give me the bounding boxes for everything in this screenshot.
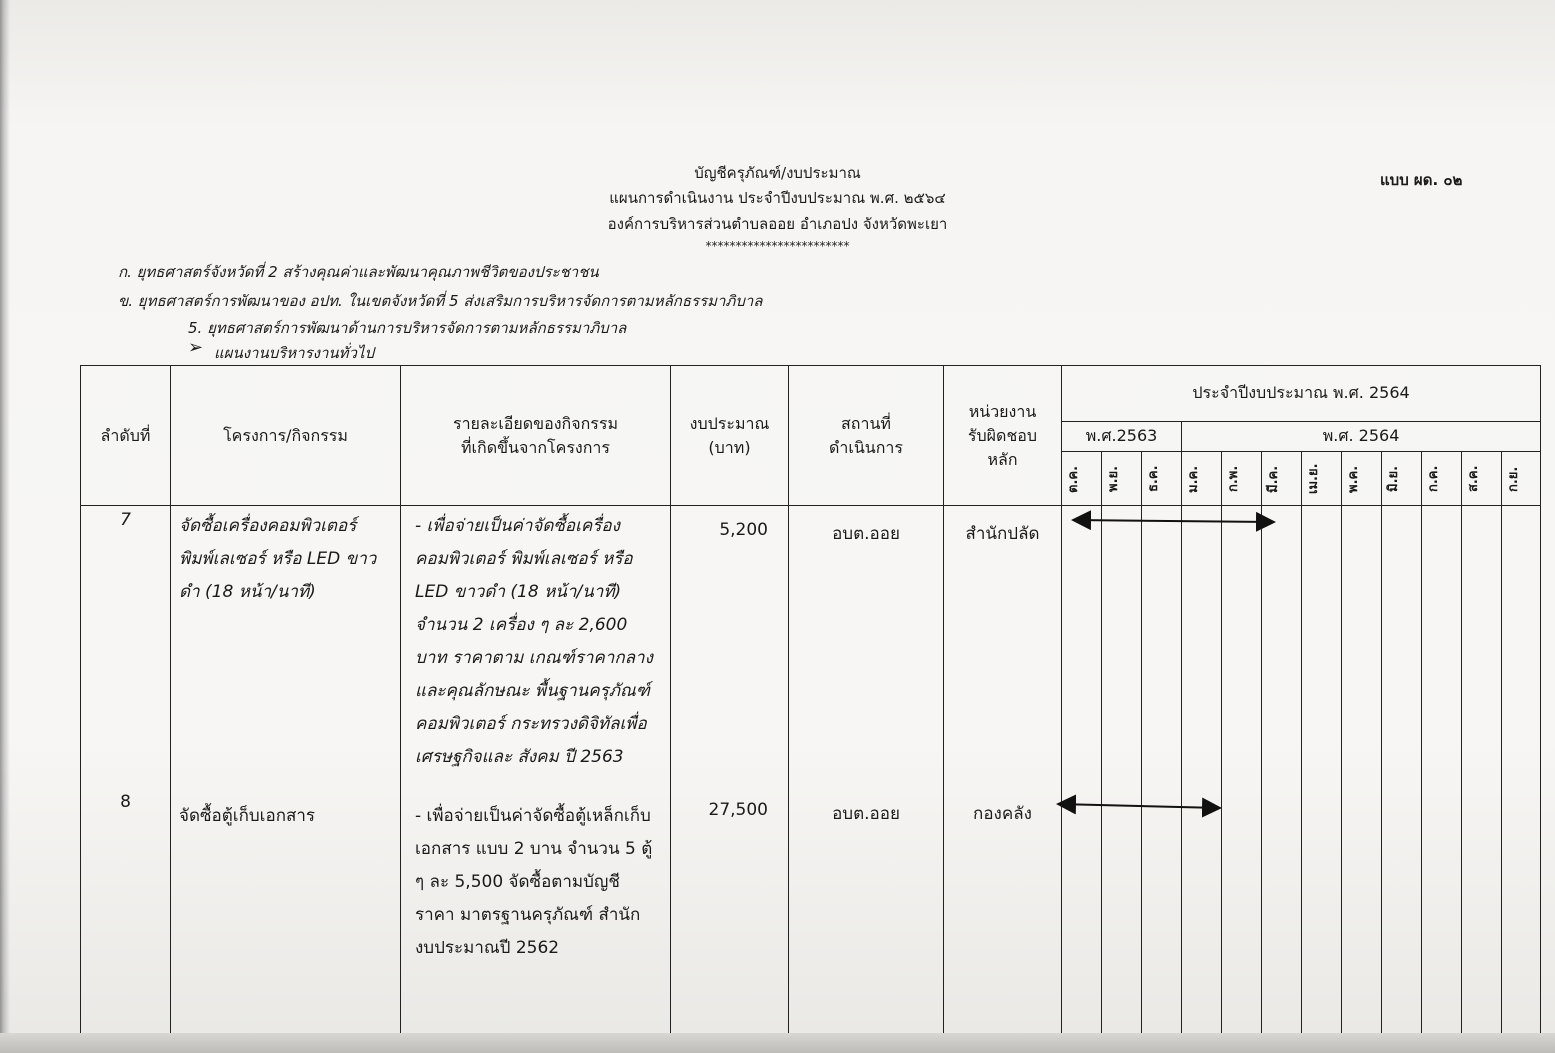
row-no: 8: [120, 792, 131, 812]
col-header-unit-3: หลัก: [987, 449, 1018, 469]
month-cell: [1222, 506, 1262, 1036]
strategy-b: ข. ยุทธศาสตร์การพัฒนาของ อปท. ในเขตจังหวัดที่ 5 ส่งเสริมการบริหารจัดการตามหลักธรรมาภิบาล: [118, 292, 763, 310]
col-header-no: ลำดับที่: [81, 366, 171, 506]
month-header-may: พ.ค.: [1342, 452, 1382, 506]
col-header-unit: [944, 366, 1062, 506]
row-project: จัดซื้อเครื่องคอมพิวเตอร์ พิมพ์เลเซอร์ หรือ LED ขาวดำ (18 หน้า/นาที): [179, 516, 377, 602]
row-detail: - เพื่อจ่ายเป็นค่าจัดซื้อเครื่อง คอมพิวเตอร์ พิมพ์เลเซอร์ หรือ LED ขาวดำ (18 หน้า/นาที) จำนวน 2 เครื่อง ๆ ละ 2,600 บาท ราคาตาม เกณฑ์ราคากลางและคุณลักษณะ พื้นฐานครุภัณฑ์คอมพิวเตอร์ กระทรวงดิจิทัลเพื่อเศรษฐกิจและ สังคม ปี 2563: [415, 516, 653, 767]
col-header-budget-1: งบประมาณ: [689, 413, 770, 433]
row-place: อบต.ออย: [832, 804, 900, 824]
strategy-c: 5. ยุทธศาสตร์การพัฒนาด้านการบริหารจัดการตามหลักธรรมาภิบาล: [188, 319, 627, 337]
col-header-detail-1: รายละเอียดของกิจกรรม: [452, 413, 619, 433]
col-header-place: [789, 366, 944, 506]
col-header-place-1: สถานที่: [841, 413, 891, 433]
row-place: อบต.ออย: [832, 524, 900, 544]
scan-edge-left: [0, 0, 10, 1053]
row-detail: - เพื่อจ่ายเป็นค่าจัดซื้อตู้เหล็กเก็บ เอกสาร แบบ 2 บาน จำนวน 5 ตู้ ๆ ละ 5,500 จัดซื้อตามบัญชีราคา มาตรฐานครุภัณฑ์ สำนัก งบประมาณปี 2562: [415, 806, 653, 958]
row-budget-cell: [671, 506, 789, 1036]
col-header-unit-2: รับผิดชอบ: [967, 425, 1038, 445]
row-unit-cell: [944, 506, 1062, 1036]
row-budget: 5,200: [719, 520, 768, 540]
month-header-sep: ก.ย.: [1502, 452, 1541, 506]
doc-title-line-1: บัญชีครุภัณฑ์/งบประมาณ: [694, 164, 861, 182]
row-place-cell: [789, 506, 944, 1036]
row-unit: สำนักปลัด: [965, 524, 1040, 544]
month-header-mar: มี.ค.: [1262, 452, 1302, 506]
month-cell: [1382, 506, 1422, 1036]
title-stars: ************************: [705, 239, 850, 253]
month-cell: [1102, 506, 1142, 1036]
col-header-place-2: ดำเนินการ: [829, 437, 903, 457]
row-no-cell: [81, 506, 171, 1036]
scan-edge-bottom: [0, 1033, 1555, 1053]
col-header-budget-2: (บาท): [708, 437, 751, 457]
month-header-nov: พ.ย.: [1102, 452, 1142, 506]
year-2563-header: พ.ศ.2563: [1062, 422, 1182, 452]
row-detail-cell: [401, 506, 671, 1036]
form-code: แบบ ผด. ๐๒: [1380, 171, 1463, 189]
month-header-feb: ก.พ.: [1222, 452, 1262, 506]
month-header-aug: ส.ค.: [1462, 452, 1502, 506]
row-project-cell: [171, 506, 401, 1036]
month-cell: [1342, 506, 1382, 1036]
doc-title-line-3: องค์การบริหารส่วนตำบลออย อำเภอปง จังหวัดพะเยา: [607, 215, 948, 233]
year-2564-header: พ.ศ. 2564: [1182, 422, 1541, 452]
row-budget: 27,500: [708, 800, 768, 820]
col-header-unit-1: หน่วยงาน: [968, 401, 1037, 421]
month-header-dec: ธ.ค.: [1142, 452, 1182, 506]
fiscal-year-header: ประจำปีงบประมาณ พ.ศ. 2564: [1062, 366, 1541, 422]
col-header-detail: [401, 366, 671, 506]
month-header-jan: ม.ค.: [1182, 452, 1222, 506]
row-project: จัดซื้อตู้เก็บเอกสาร: [179, 806, 316, 826]
col-header-detail-2: ที่เกิดขึ้นจากโครงการ: [461, 437, 610, 457]
col-header-project: โครงการ/กิจกรรม: [171, 366, 401, 506]
month-cell: [1302, 506, 1342, 1036]
doc-title-line-2: แผนการดำเนินงาน ประจำปีงบประมาณ พ.ศ. ๒๕๖๔: [609, 189, 946, 207]
table-row: [81, 506, 1541, 1036]
month-cell: [1462, 506, 1502, 1036]
month-header-jun: มิ.ย.: [1382, 452, 1422, 506]
month-header-oct: ต.ค.: [1062, 452, 1102, 506]
month-cell: [1182, 506, 1222, 1036]
month-cell: [1142, 506, 1182, 1036]
row-no: 7: [120, 510, 131, 530]
col-header-budget: [671, 366, 789, 506]
strategy-a: ก. ยุทธศาสตร์จังหวัดที่ 2 สร้างคุณค่าและพัฒนาคุณภาพชีวิตของประชาชน: [118, 263, 599, 281]
plan-name: แผนงานบริหารงานทั่วไป: [214, 344, 375, 362]
month-header-jul: ก.ค.: [1422, 452, 1462, 506]
row-unit: กองคลัง: [973, 804, 1032, 824]
month-cell: [1262, 506, 1302, 1036]
month-header-apr: เม.ย.: [1302, 452, 1342, 506]
plan-arrow-icon: ➢: [188, 337, 204, 358]
month-cell: [1422, 506, 1462, 1036]
month-cell: [1502, 506, 1541, 1036]
activity-table: [80, 365, 1541, 1035]
month-cell: [1062, 506, 1102, 1036]
